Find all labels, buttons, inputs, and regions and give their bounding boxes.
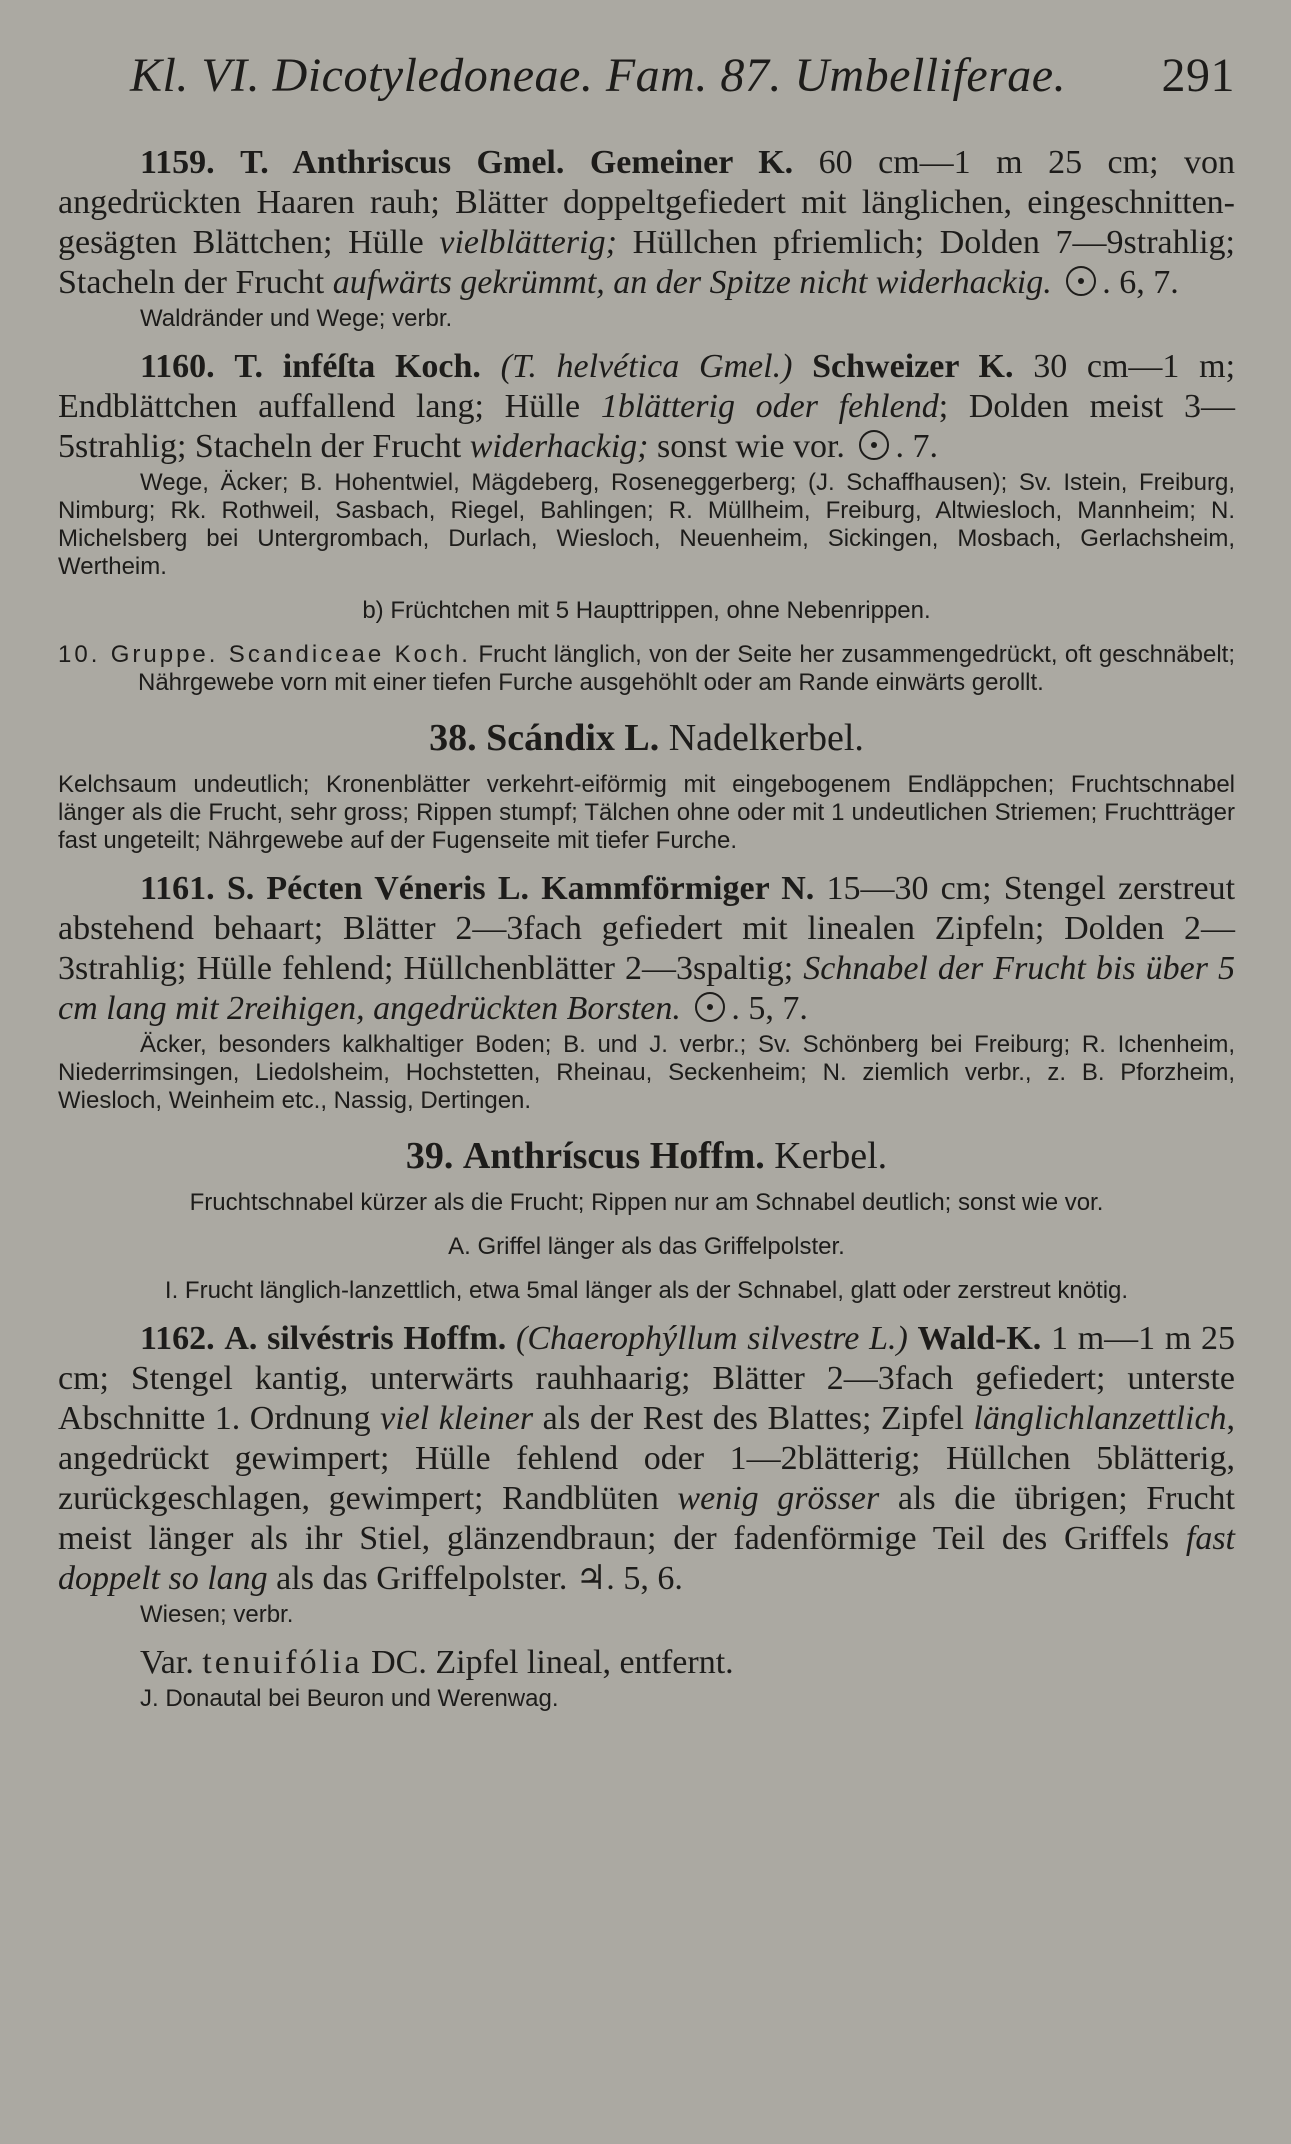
localities: Wege, Äcker; B. Hohentwiel, Mägdeberg, Roseneggerberg; (J. Schaffhausen); Sv. Istein, Freiburg, Nimburg; Rk. Rothweil, Sasbach, Riegel, Bahlingen; R. Müllheim, Freiburg, Altwiesloch, Mannheim; N. Michelsberg bei Untergrombach, Durlach, Wiesloch, Neuenheim, Sickingen, Mosbach, Gerlachsheim, Wertheim.	[58, 469, 1235, 580]
perennial-symbol: ♃.	[575, 1560, 615, 1597]
genus-number: 39.	[405, 1135, 454, 1177]
species-name: T. Anthriscus Gmel.	[240, 144, 565, 181]
description: ; Dolden meist 3—5strahlig; Stacheln der Frucht	[58, 388, 1235, 465]
variety-label: Var.	[140, 1644, 194, 1681]
description: als das Griffelpolster.	[276, 1560, 568, 1597]
variety-name: tenuifólia	[202, 1644, 363, 1681]
description: 60 cm—1 m 25 cm; von angedrückten Haaren rauh; Blätter doppeltgefiedert mit länglichen, eingeschnitten-gesägten Blättchen; Hülle	[58, 144, 1236, 261]
entry-1161: 1161. S. Pécten Véneris L. Kammförmiger N. 15—30 cm; Stengel zerstreut abstehend behaart; Blätter 2—3fach gefiedert mit linealen Zipfeln; Dolden 2—3strahlig; Hülle fehlend; Hüllchenblätter 2—3spaltig; Schnabel der Frucht bis über 5 cm lang mit 2reihigen, angedrückten Borsten. . 5, 7.	[58, 870, 1236, 1027]
entry-number: 1160.	[140, 348, 215, 385]
flowering-months: 6, 7.	[1119, 264, 1179, 301]
common-name: Gemeiner K.	[589, 144, 794, 181]
entry-number: 1161.	[140, 870, 215, 907]
description-italic: viel kleiner	[380, 1400, 534, 1437]
page-number: 291	[1161, 49, 1235, 102]
entry-1160: 1160. T. inféſta Koch. (T. helvética Gmel.) Schweizer K. 30 cm—1 m; Endblättchen auffallend lang; Hülle 1blätterig oder fehlend; Dolden meist 3—5strahlig; Stacheln der Frucht widerhackig; sonst wie vor. . 7.	[58, 348, 1236, 465]
variety-description: DC. Zipfel lineal, entfernt.	[371, 1644, 734, 1681]
species-name: T. inféſta Koch.	[234, 348, 481, 385]
group-10	[58, 641, 1235, 697]
entry-1162	[58, 1319, 1235, 1599]
variety	[58, 1643, 1235, 1683]
description-italic: vielblätterig;	[439, 224, 617, 261]
description-italic: 1blätterig oder fehlend	[600, 388, 939, 425]
description: sonst wie vor.	[656, 428, 845, 465]
species-name: A. silvéstris Hoffm.	[224, 1320, 507, 1357]
running-header	[130, 48, 1235, 103]
genus-heading-38	[58, 715, 1235, 761]
genus-name: Scándix L.	[486, 717, 660, 759]
localities: Wiesen; verbr.	[140, 1601, 294, 1628]
synonym: (Chaerophýllum silvestre L.)	[516, 1320, 908, 1357]
description-italic: widerhackig;	[469, 428, 649, 465]
description: 1 m—1 m 25 cm; Stengel kantig, unterwärts rauhhaarig; Blätter 2—3fach gefiedert; unterste Abschnitte 1. Ordnung	[58, 1320, 1236, 1437]
description-italic: aufwärts gekrümmt, an der Spitze nicht widerhackig.	[332, 264, 1052, 301]
description-italic: Schnabel der Frucht bis über 5 cm lang mit 2reihigen, angedrückten Borsten.	[58, 950, 1235, 1027]
genus-description: Fruchtschnabel kürzer als die Frucht; Rippen nur am Schnabel deutlich; sonst wie vor.	[189, 1189, 1104, 1216]
subsection-a: A. Griffel länger als das Griffelpolster.	[448, 1233, 845, 1260]
entry-1159: 1159. T. Anthriscus Gmel. Gemeiner K. 60 cm—1 m 25 cm; von angedrückten Haaren rauh; Blätter doppeltgefiedert mit länglichen, eingeschnitten-gesägten Blättchen; Hülle vielblätterig; Hüllchen pfriemlich; Dolden 7—9strahlig; Stacheln der Frucht aufwärts gekrümmt, an der Spitze nicht widerhackig. . 6, 7.	[58, 144, 1236, 301]
localities: Äcker, besonders kalkhaltiger Boden; B. und J. verbr.; Sv. Schönberg bei Freiburg; R. Ichenheim, Niederrimsingen, Liedolsheim, Hochstetten, Rheinau, Seckenheim; N. ziemlich verbr., z. B. Pforzheim, Wiesloch, Weinheim etc., Nassig, Dertingen.	[58, 1031, 1235, 1114]
group-description: Frucht länglich, von der Seite her zusammengedrückt, oft geschnäbelt; Nährgewebe vorn mit einer tiefen Furche ausgehöhlt oder am Rande einwärts gerollt.	[138, 641, 1235, 696]
flowering-months: 7.	[912, 428, 938, 465]
common-name: Kammförmiger N.	[541, 870, 815, 907]
localities: Waldränder und Wege; verbr.	[140, 305, 453, 332]
entry-number: 1162.	[140, 1320, 215, 1357]
annual-symbol-icon	[859, 430, 889, 460]
subsection-i: I. Frucht länglich-lanzettlich, etwa 5mal länger als der Schnabel, glatt oder zerstreut knötig.	[164, 1277, 1129, 1304]
description-italic: länglichlanzettlich	[973, 1400, 1227, 1437]
description-italic: fast doppelt so lang	[58, 1520, 1235, 1597]
description: 30 cm—1 m; Endblättchen auffallend lang; Hülle	[58, 348, 1236, 425]
subsection-b: b) Früchtchen mit 5 Haupttrippen, ohne Nebenrippen.	[362, 597, 931, 624]
genus-common-name: Nadelkerbel.	[668, 717, 864, 759]
description: Hüllchen pfriemlich; Dolden 7—9strahlig; Stacheln der Frucht	[58, 224, 1235, 301]
entry-number: 1159.	[140, 144, 215, 181]
genus-common-name: Kerbel.	[774, 1135, 888, 1177]
group-title: 10. Gruppe. Scandiceae Koch.	[58, 641, 471, 668]
annual-symbol-icon	[1066, 266, 1096, 296]
synonym: (T. helvética Gmel.)	[500, 348, 793, 385]
common-name: Wald-K.	[917, 1320, 1042, 1357]
common-name: Schweizer K.	[812, 348, 1014, 385]
variety-localities: J. Donautal bei Beuron und Werenwag.	[140, 1685, 559, 1712]
description: , angedrückt gewimpert; Hülle fehlend oder 1—2blätterig; Hüllchen 5blätterig, zurückgeschlagen, gewimpert; Randblüten	[58, 1400, 1236, 1517]
description-italic: wenig grösser	[677, 1480, 880, 1517]
genus-name: Anthríscus Hoffm.	[462, 1135, 765, 1177]
species-name: S. Pécten Véneris L.	[226, 870, 530, 907]
genus-heading-39	[58, 1133, 1235, 1179]
header-title: Kl. VI. Dicotyledoneae. Fam. 87. Umbelliferae.	[130, 49, 1067, 102]
genus-number: 38.	[429, 717, 477, 759]
flowering-months: 5, 7.	[748, 990, 808, 1027]
description: als der Rest des Blattes; Zipfel	[542, 1400, 964, 1437]
annual-symbol-icon	[695, 992, 725, 1022]
flowering-months: 5, 6.	[623, 1560, 683, 1597]
genus-description: Kelchsaum undeutlich; Kronenblätter verkehrt-eiförmig mit eingebogenem Endläppchen; Fruchtschnabel länger als die Frucht, sehr gross; Rippen stumpf; Tälchen ohne oder mit 1 undeutlichen Striemen; Fruchtträger fast ungeteilt; Nährgewebe auf der Fugenseite mit tiefer Furche.	[58, 771, 1235, 854]
description: 15—30 cm; Stengel zerstreut abstehend behaart; Blätter 2—3fach gefiedert mit linealen Zipfeln; Dolden 2—3strahlig; Hülle fehlend; Hüllchenblätter 2—3spaltig;	[58, 870, 1236, 987]
description: als die übrigen; Frucht meist länger als ihr Stiel, glänzendbraun; der fadenförmige Teil des Griffels	[58, 1480, 1235, 1557]
